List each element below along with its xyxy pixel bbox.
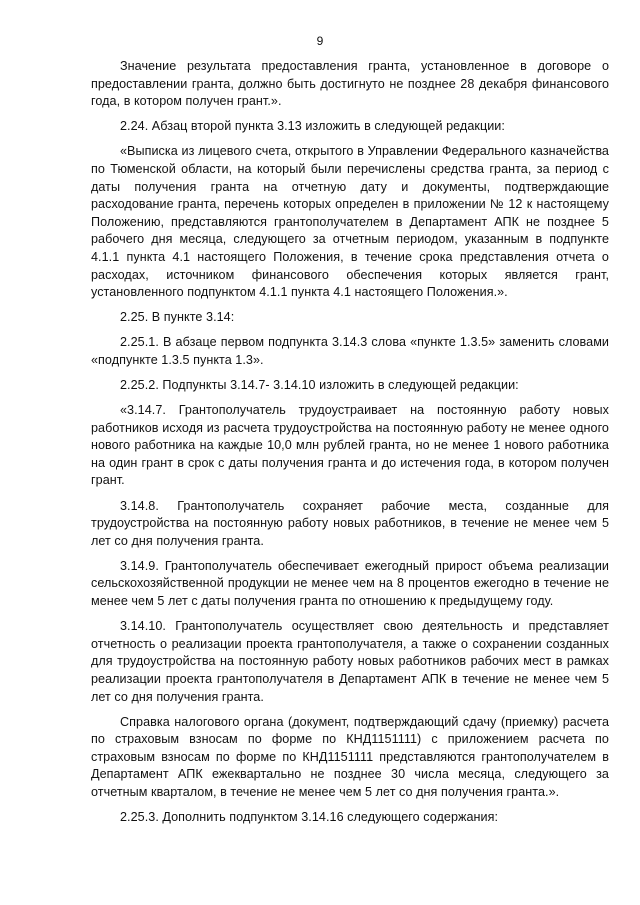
paragraph-3-14-8: 3.14.8. Грантополучатель сохраняет рабочие места, созданные для трудоустройства на постоянную работу новых работников, в течение не менее чем 5 лет со дня получения гранта.	[91, 498, 609, 548]
document-body	[91, 58, 609, 834]
page-number: 9	[316, 34, 324, 48]
paragraph-2-25-1: 2.25.1. В абзаце первом подпункта 3.14.3 слова «пункте 1.3.5» заменить словами «подпункте 1.3.5 пункта 1.3».	[91, 335, 609, 367]
paragraph-2-25: 2.25. В пункте 3.14:	[120, 310, 235, 325]
paragraph-2-25-2: 2.25.2. Подпункты 3.14.7- 3.14.10 изложить в следующей редакции:	[120, 378, 519, 392]
paragraph-3-14-9: 3.14.9. Грантополучатель обеспечивает ежегодный прирост объема реализации сельскохозяйственной продукции не менее чем на 8 процентов ежегодно в течение не менее чем 5 лет с даты получения гранта по отношению к предыдущему году.	[91, 558, 609, 609]
paragraph-2-25-3: 2.25.3. Дополнить подпунктом 3.14.16 следующего содержания:	[120, 810, 499, 825]
paragraph-grant-result-deadline: Значение результата предоставления гранта, установленное в договоре о предоставлении гранта, должно быть достигнуто не позднее 28 декабря финансового года, в котором получен грант.».	[91, 59, 609, 109]
paragraph-3-14-7: «3.14.7. Грантополучатель трудоустраивает на постоянную работу новых работников исходя из расчета трудоустройства на постоянную работу не менее одного нового работника на каждые 10,0 млн рублей гранта, но не менее 1 нового работника на один грант в срок с даты получения гранта и до истечения года, в котором получен грант.	[91, 403, 609, 488]
paragraph-tax-certificate: Справка налогового органа (документ, подтверждающий сдачу (приемку) расчета по страховым взносам по форме по КНД1151111) с приложением расчета по страховым взносам по форме по КНД1151111 представляются грантополучателем в Департамент АПК ежеквартально не позднее 30 числа месяца, следующего за отчетным кварталом, в течение не менее чем 5 лет со дня получения гранта.».	[91, 714, 609, 799]
paragraph-2-24: 2.24. Абзац второй пункта 3.13 изложить в следующей редакции:	[120, 119, 505, 134]
paragraph-account-statement: «Выписка из лицевого счета, открытого в Управлении Федерального казначейства по Тюменской области, на который были перечислены средства гранта, за период с даты получения гранта на отчетную дату и документы, подтверждающие расходование гранта, перечень которых определен в приложении № 12 к настоящему Положению, представляются грантополучателем в Департамент АПК не позднее 5 рабочего дня месяца, следующего за отчетным периодом, указанным в подпункте 4.1.1 пункта 4.1 настоящего Положения, в течение срока представления отчета о расходах, источником финансового обеспечения которых является грант, установленного подпунктом 4.1.1 пункта 4.1 настоящего Положения.».	[91, 144, 609, 300]
paragraph-3-14-10: 3.14.10. Грантополучатель осуществляет свою деятельность и представляет отчетность о реализации проекта грантополучателя, а также о сохранении созданных для трудоустройства на постоянную работу новых работников рабочих мест в рамках реализации проекта грантополучателя в Департамент АПК в течение не менее чем 5 лет со дня получения гранта.	[91, 619, 609, 704]
